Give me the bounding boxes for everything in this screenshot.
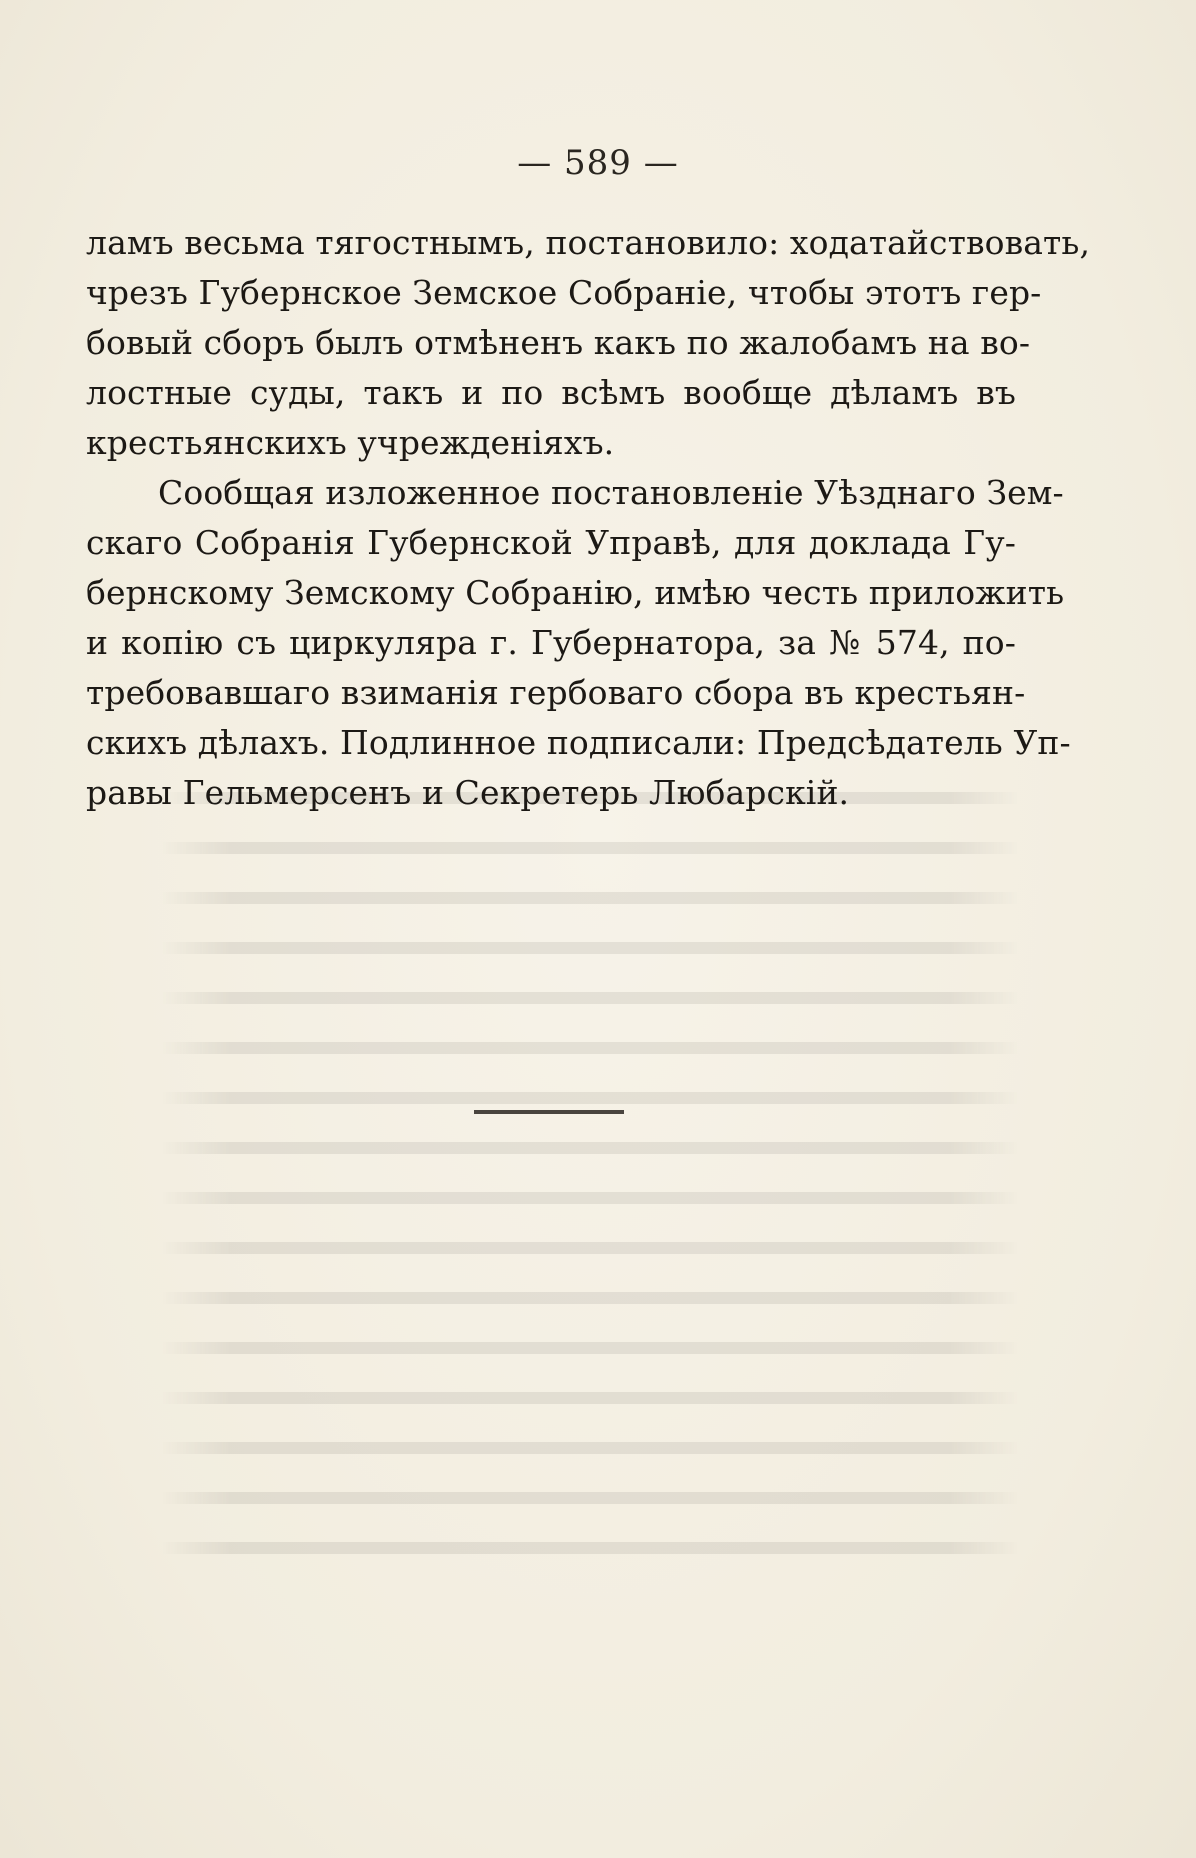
text-line: ламъ весьма тягостнымъ, постановило: ходатайствовать, — [86, 223, 1091, 262]
paragraph-first-line: Сообщая изложенное постановленіе Уѣзднаго Зем- — [158, 473, 1064, 512]
body-text — [86, 218, 1091, 818]
text-line: чрезъ Губернское Земское Собраніе, чтобы этотъ гер- — [86, 273, 1042, 312]
text-line: равы Гельмерсенъ и Секретерь Любарскій. — [86, 773, 850, 812]
text-line: требовавшаго взиманія гербоваго сбора въ крестьян- — [86, 673, 1026, 712]
section-rule — [474, 1110, 624, 1114]
text-line: бернскому Земскому Собранію, имѣю честь приложить — [86, 573, 1065, 612]
page-number: — 589 — — [517, 143, 679, 183]
text-line: лостные суды, такъ и по всѣмъ вообще дѣламъ въ — [86, 373, 1016, 412]
text-line: бовый сборъ былъ отмѣненъ какъ по жалобамъ на во- — [86, 323, 1031, 362]
text-line: крестьянскихъ учрежденіяхъ. — [86, 423, 615, 462]
text-line: скихъ дѣлахъ. Подлинное подписали: Предсѣдатель Уп- — [86, 723, 1071, 762]
text-line: и копію съ циркуляра г. Губернатора, за № 574, по- — [86, 623, 1016, 662]
text-line: скаго Собранія Губернской Управѣ, для доклада Гу- — [86, 523, 1016, 562]
show-through-bleed — [160, 770, 1020, 1590]
